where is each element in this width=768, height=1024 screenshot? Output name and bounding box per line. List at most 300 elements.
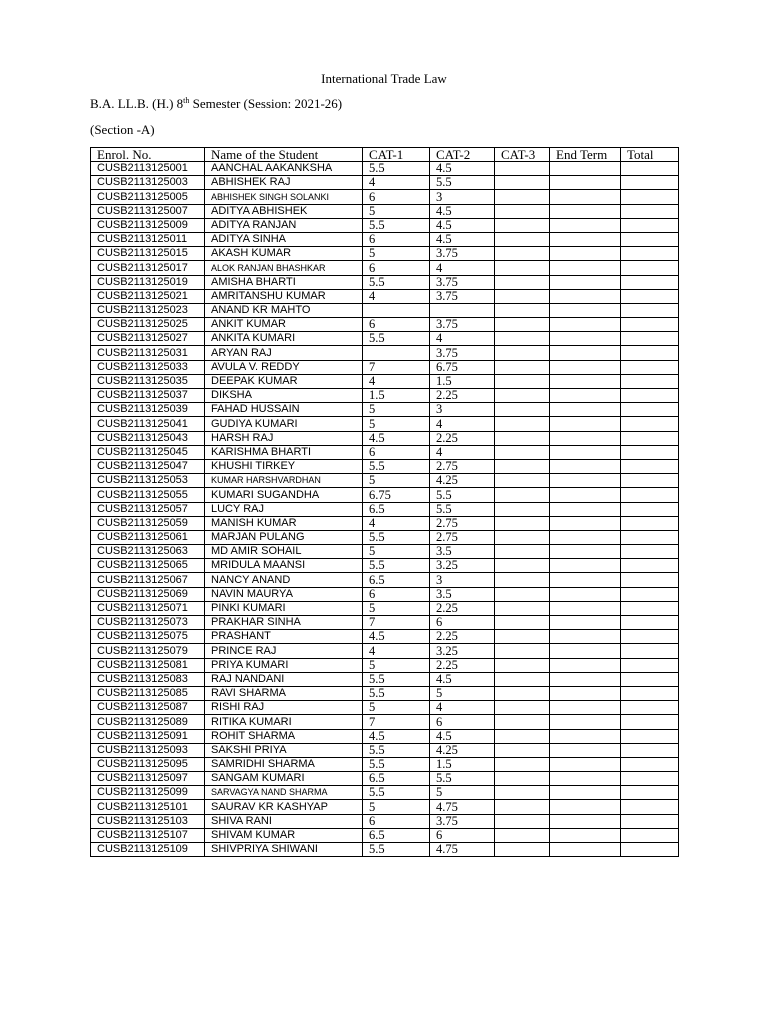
end-term-cell [550, 261, 621, 275]
cat1-cell: 5.5 [363, 459, 430, 473]
student-name-cell: ROHIT SHARMA [205, 729, 363, 743]
total-cell [621, 318, 679, 332]
table-row [91, 800, 679, 814]
total-cell [621, 289, 679, 303]
total-cell [621, 686, 679, 700]
table-row [91, 587, 679, 601]
student-name-cell: SHIVAM KUMAR [205, 828, 363, 842]
cat3-cell [495, 332, 550, 346]
table-row [91, 701, 679, 715]
cat3-cell [495, 630, 550, 644]
cat2-cell: 4.75 [430, 843, 495, 857]
cat3-cell [495, 658, 550, 672]
cat2-cell: 6 [430, 616, 495, 630]
cat3-cell [495, 289, 550, 303]
end-term-cell [550, 445, 621, 459]
total-cell [621, 516, 679, 530]
table-row [91, 601, 679, 615]
end-term-cell [550, 616, 621, 630]
table-row [91, 843, 679, 857]
cat3-cell [495, 772, 550, 786]
cat1-cell: 7 [363, 715, 430, 729]
cat3-cell [495, 573, 550, 587]
enrol-no-cell: CUSB2113125079 [91, 644, 205, 658]
cat3-cell [495, 445, 550, 459]
total-cell [621, 232, 679, 246]
end-term-cell [550, 630, 621, 644]
cat2-cell: 5.5 [430, 176, 495, 190]
table-row [91, 303, 679, 317]
enrol-no-cell: CUSB2113125045 [91, 445, 205, 459]
cat1-cell: 5 [363, 601, 430, 615]
cat2-cell: 3 [430, 190, 495, 204]
cat2-cell: 1.5 [430, 374, 495, 388]
total-cell [621, 346, 679, 360]
enrol-no-cell: CUSB2113125073 [91, 616, 205, 630]
cat2-cell: 4 [430, 332, 495, 346]
cat2-cell: 4.5 [430, 729, 495, 743]
table-row [91, 474, 679, 488]
cat3-cell [495, 502, 550, 516]
student-name-cell: PRASHANT [205, 630, 363, 644]
table-row [91, 616, 679, 630]
enrol-no-cell: CUSB2113125037 [91, 389, 205, 403]
student-name-cell: HARSH RAJ [205, 431, 363, 445]
total-cell [621, 601, 679, 615]
cat3-cell [495, 360, 550, 374]
cat3-cell [495, 346, 550, 360]
total-cell [621, 459, 679, 473]
table-row [91, 431, 679, 445]
table-row [91, 289, 679, 303]
cat1-cell [363, 346, 430, 360]
student-name-cell: MD AMIR SOHAIL [205, 545, 363, 559]
cat2-cell: 3.75 [430, 346, 495, 360]
header-cat1: CAT-1 [363, 148, 430, 162]
cat3-cell [495, 729, 550, 743]
subtitle-superscript: th [183, 96, 190, 105]
header-enrol-no: Enrol. No. [91, 148, 205, 162]
cat3-cell [495, 459, 550, 473]
cat2-cell: 4.5 [430, 204, 495, 218]
total-cell [621, 417, 679, 431]
student-name-cell: SHIVPRIYA SHIWANI [205, 843, 363, 857]
cat3-cell [495, 162, 550, 176]
cat3-cell [495, 530, 550, 544]
total-cell [621, 630, 679, 644]
header-cat3: CAT-3 [495, 148, 550, 162]
cat2-cell: 2.75 [430, 459, 495, 473]
cat2-cell: 4.25 [430, 743, 495, 757]
total-cell [621, 672, 679, 686]
total-cell [621, 502, 679, 516]
end-term-cell [550, 162, 621, 176]
table-row [91, 545, 679, 559]
enrol-no-cell: CUSB2113125063 [91, 545, 205, 559]
table-row [91, 516, 679, 530]
cat1-cell: 5.5 [363, 275, 430, 289]
table-row [91, 488, 679, 502]
student-name-cell: PINKI KUMARI [205, 601, 363, 615]
total-cell [621, 403, 679, 417]
student-name-cell: SAURAV KR KASHYAP [205, 800, 363, 814]
cat1-cell: 5 [363, 658, 430, 672]
section-label: (Section -A) [90, 122, 155, 137]
student-name-cell: FAHAD HUSSAIN [205, 403, 363, 417]
cat3-cell [495, 176, 550, 190]
cat1-cell: 5 [363, 417, 430, 431]
enrol-no-cell: CUSB2113125015 [91, 247, 205, 261]
cat3-cell [495, 814, 550, 828]
cat1-cell: 5.5 [363, 332, 430, 346]
enrol-no-cell: CUSB2113125069 [91, 587, 205, 601]
cat1-cell: 5.5 [363, 672, 430, 686]
enrol-no-cell: CUSB2113125103 [91, 814, 205, 828]
end-term-cell [550, 545, 621, 559]
cat1-cell: 7 [363, 616, 430, 630]
table-row [91, 672, 679, 686]
total-cell [621, 757, 679, 771]
table-row [91, 417, 679, 431]
student-name-cell: KUMARI SUGANDHA [205, 488, 363, 502]
end-term-cell [550, 332, 621, 346]
total-cell [621, 431, 679, 445]
student-name-cell: NAVIN MAURYA [205, 587, 363, 601]
student-name-cell: ANKITA KUMARI [205, 332, 363, 346]
cat2-cell: 4 [430, 261, 495, 275]
cat1-cell: 4.5 [363, 729, 430, 743]
enrol-no-cell: CUSB2113125059 [91, 516, 205, 530]
cat3-cell [495, 616, 550, 630]
cat3-cell [495, 374, 550, 388]
student-name-cell: ARYAN RAJ [205, 346, 363, 360]
cat1-cell: 5 [363, 247, 430, 261]
subtitle-suffix: Semester (Session: 2021-26) [189, 96, 343, 111]
student-name-cell: KHUSHI TIRKEY [205, 459, 363, 473]
cat1-cell: 5 [363, 545, 430, 559]
cat3-cell [495, 247, 550, 261]
table-row [91, 403, 679, 417]
student-name-cell: AMISHA BHARTI [205, 275, 363, 289]
table-row [91, 374, 679, 388]
enrol-no-cell: CUSB2113125089 [91, 715, 205, 729]
table-row [91, 162, 679, 176]
cat2-cell: 2.25 [430, 630, 495, 644]
end-term-cell [550, 828, 621, 842]
end-term-cell [550, 672, 621, 686]
cat1-cell: 6 [363, 814, 430, 828]
cat1-cell: 6.5 [363, 772, 430, 786]
enrol-no-cell: CUSB2113125099 [91, 786, 205, 800]
total-cell [621, 729, 679, 743]
end-term-cell [550, 275, 621, 289]
student-name-cell: AANCHAL AAKANKSHA [205, 162, 363, 176]
enrol-no-cell: CUSB2113125093 [91, 743, 205, 757]
enrol-no-cell: CUSB2113125017 [91, 261, 205, 275]
student-name-cell: ABHISHEK RAJ [205, 176, 363, 190]
cat1-cell: 4 [363, 516, 430, 530]
header-student-name: Name of the Student [205, 148, 363, 162]
table-row [91, 743, 679, 757]
enrol-no-cell: CUSB2113125023 [91, 303, 205, 317]
cat3-cell [495, 559, 550, 573]
cat2-cell: 4.25 [430, 474, 495, 488]
total-cell [621, 389, 679, 403]
cat3-cell [495, 417, 550, 431]
total-cell [621, 587, 679, 601]
enrol-no-cell: CUSB2113125101 [91, 800, 205, 814]
cat2-cell: 4.5 [430, 162, 495, 176]
table-row [91, 573, 679, 587]
end-term-cell [550, 743, 621, 757]
course-subtitle [90, 96, 342, 112]
total-cell [621, 701, 679, 715]
enrol-no-cell: CUSB2113125065 [91, 559, 205, 573]
cat1-cell: 4 [363, 289, 430, 303]
enrol-no-cell: CUSB2113125009 [91, 218, 205, 232]
cat2-cell: 3.75 [430, 289, 495, 303]
cat2-cell: 5.5 [430, 488, 495, 502]
table-row [91, 530, 679, 544]
student-name-cell: RAVI SHARMA [205, 686, 363, 700]
table-row [91, 247, 679, 261]
enrol-no-cell: CUSB2113125061 [91, 530, 205, 544]
end-term-cell [550, 374, 621, 388]
cat2-cell: 4.5 [430, 672, 495, 686]
student-name-cell: ALOK RANJAN BHASHKAR [205, 261, 363, 275]
end-term-cell [550, 658, 621, 672]
table-row [91, 715, 679, 729]
student-name-cell: SAKSHI PRIYA [205, 743, 363, 757]
cat3-cell [495, 757, 550, 771]
enrol-no-cell: CUSB2113125083 [91, 672, 205, 686]
cat2-cell: 4 [430, 417, 495, 431]
total-cell [621, 474, 679, 488]
student-name-cell: ADITYA RANJAN [205, 218, 363, 232]
cat2-cell: 2.75 [430, 516, 495, 530]
student-name-cell: PRIYA KUMARI [205, 658, 363, 672]
cat1-cell: 6 [363, 587, 430, 601]
cat1-cell: 5.5 [363, 843, 430, 857]
cat2-cell: 1.5 [430, 757, 495, 771]
cat2-cell: 5 [430, 786, 495, 800]
end-term-cell [550, 360, 621, 374]
student-name-cell: RAJ NANDANI [205, 672, 363, 686]
enrol-no-cell: CUSB2113125035 [91, 374, 205, 388]
cat3-cell [495, 431, 550, 445]
total-cell [621, 162, 679, 176]
table-row [91, 828, 679, 842]
cat2-cell: 3.5 [430, 587, 495, 601]
table-row [91, 232, 679, 246]
document-title: International Trade Law [321, 71, 447, 86]
end-term-cell [550, 516, 621, 530]
total-cell [621, 559, 679, 573]
cat3-cell [495, 488, 550, 502]
cat1-cell: 6 [363, 232, 430, 246]
cat1-cell [363, 303, 430, 317]
cat2-cell: 5 [430, 686, 495, 700]
total-cell [621, 190, 679, 204]
table-row [91, 658, 679, 672]
total-cell [621, 800, 679, 814]
cat1-cell: 5 [363, 204, 430, 218]
cat3-cell [495, 218, 550, 232]
cat1-cell: 4 [363, 644, 430, 658]
end-term-cell [550, 757, 621, 771]
end-term-cell [550, 318, 621, 332]
table-row [91, 559, 679, 573]
cat1-cell: 5.5 [363, 743, 430, 757]
enrol-no-cell: CUSB2113125109 [91, 843, 205, 857]
cat3-cell [495, 743, 550, 757]
end-term-cell [550, 232, 621, 246]
cat3-cell [495, 701, 550, 715]
cat1-cell: 5.5 [363, 786, 430, 800]
table-row [91, 786, 679, 800]
student-name-cell: ADITYA SINHA [205, 232, 363, 246]
cat1-cell: 6 [363, 190, 430, 204]
enrol-no-cell: CUSB2113125097 [91, 772, 205, 786]
cat1-cell: 5.5 [363, 559, 430, 573]
cat3-cell [495, 601, 550, 615]
cat1-cell: 5 [363, 474, 430, 488]
student-name-cell: RISHI RAJ [205, 701, 363, 715]
end-term-cell [550, 587, 621, 601]
student-name-cell: PRINCE RAJ [205, 644, 363, 658]
end-term-cell [550, 389, 621, 403]
enrol-no-cell: CUSB2113125075 [91, 630, 205, 644]
end-term-cell [550, 403, 621, 417]
student-name-cell: ANKIT KUMAR [205, 318, 363, 332]
end-term-cell [550, 772, 621, 786]
cat3-cell [495, 403, 550, 417]
cat2-cell: 4.75 [430, 800, 495, 814]
cat1-cell: 6.5 [363, 828, 430, 842]
cat3-cell [495, 261, 550, 275]
cat2-cell: 6.75 [430, 360, 495, 374]
total-cell [621, 814, 679, 828]
cat1-cell: 4 [363, 374, 430, 388]
end-term-cell [550, 559, 621, 573]
cat2-cell: 4.5 [430, 218, 495, 232]
total-cell [621, 261, 679, 275]
table-row [91, 332, 679, 346]
table-row [91, 757, 679, 771]
end-term-cell [550, 204, 621, 218]
cat2-cell: 6 [430, 828, 495, 842]
cat1-cell: 5.5 [363, 218, 430, 232]
end-term-cell [550, 459, 621, 473]
total-cell [621, 275, 679, 289]
cat3-cell [495, 204, 550, 218]
table-row [91, 445, 679, 459]
cat3-cell [495, 232, 550, 246]
student-name-cell: ADITYA ABHISHEK [205, 204, 363, 218]
total-cell [621, 743, 679, 757]
enrol-no-cell: CUSB2113125095 [91, 757, 205, 771]
table-row [91, 686, 679, 700]
enrol-no-cell: CUSB2113125055 [91, 488, 205, 502]
student-name-cell: KUMAR HARSHVARDHAN [205, 474, 363, 488]
cat3-cell [495, 644, 550, 658]
total-cell [621, 488, 679, 502]
cat3-cell [495, 474, 550, 488]
total-cell [621, 332, 679, 346]
enrol-no-cell: CUSB2113125031 [91, 346, 205, 360]
header-cat2: CAT-2 [430, 148, 495, 162]
table-row [91, 176, 679, 190]
cat2-cell: 3.25 [430, 559, 495, 573]
total-cell [621, 303, 679, 317]
cat2-cell: 5.5 [430, 502, 495, 516]
total-cell [621, 573, 679, 587]
end-term-cell [550, 800, 621, 814]
cat3-cell [495, 190, 550, 204]
student-name-cell: AMRITANSHU KUMAR [205, 289, 363, 303]
total-cell [621, 247, 679, 261]
student-name-cell: MARJAN PULANG [205, 530, 363, 544]
cat3-cell [495, 516, 550, 530]
enrol-no-cell: CUSB2113125005 [91, 190, 205, 204]
cat3-cell [495, 686, 550, 700]
enrol-no-cell: CUSB2113125085 [91, 686, 205, 700]
cat2-cell: 3 [430, 573, 495, 587]
cat2-cell: 3.75 [430, 318, 495, 332]
total-cell [621, 616, 679, 630]
student-name-cell: KARISHMA BHARTI [205, 445, 363, 459]
end-term-cell [550, 474, 621, 488]
cat3-cell [495, 587, 550, 601]
end-term-cell [550, 530, 621, 544]
table-row [91, 204, 679, 218]
table-row [91, 644, 679, 658]
enrol-no-cell: CUSB2113125043 [91, 431, 205, 445]
end-term-cell [550, 417, 621, 431]
table-row [91, 360, 679, 374]
cat1-cell: 5.5 [363, 757, 430, 771]
cat3-cell [495, 828, 550, 842]
cat3-cell [495, 800, 550, 814]
table-row [91, 459, 679, 473]
student-name-cell: SANGAM KUMARI [205, 772, 363, 786]
table-row [91, 389, 679, 403]
table-row [91, 630, 679, 644]
end-term-cell [550, 729, 621, 743]
cat1-cell: 5 [363, 403, 430, 417]
enrol-no-cell: CUSB2113125107 [91, 828, 205, 842]
student-name-cell: DEEPAK KUMAR [205, 374, 363, 388]
enrol-no-cell: CUSB2113125091 [91, 729, 205, 743]
total-cell [621, 658, 679, 672]
student-name-cell: SAMRIDHI SHARMA [205, 757, 363, 771]
total-cell [621, 715, 679, 729]
cat2-cell [430, 303, 495, 317]
cat1-cell: 4.5 [363, 630, 430, 644]
enrol-no-cell: CUSB2113125041 [91, 417, 205, 431]
cat3-cell [495, 318, 550, 332]
end-term-cell [550, 289, 621, 303]
cat1-cell: 5.5 [363, 162, 430, 176]
end-term-cell [550, 176, 621, 190]
table-body [91, 162, 679, 857]
end-term-cell [550, 502, 621, 516]
student-name-cell: GUDIYA KUMARI [205, 417, 363, 431]
enrol-no-cell: CUSB2113125007 [91, 204, 205, 218]
student-name-cell: AKASH KUMAR [205, 247, 363, 261]
cat1-cell: 6.5 [363, 502, 430, 516]
cat3-cell [495, 275, 550, 289]
